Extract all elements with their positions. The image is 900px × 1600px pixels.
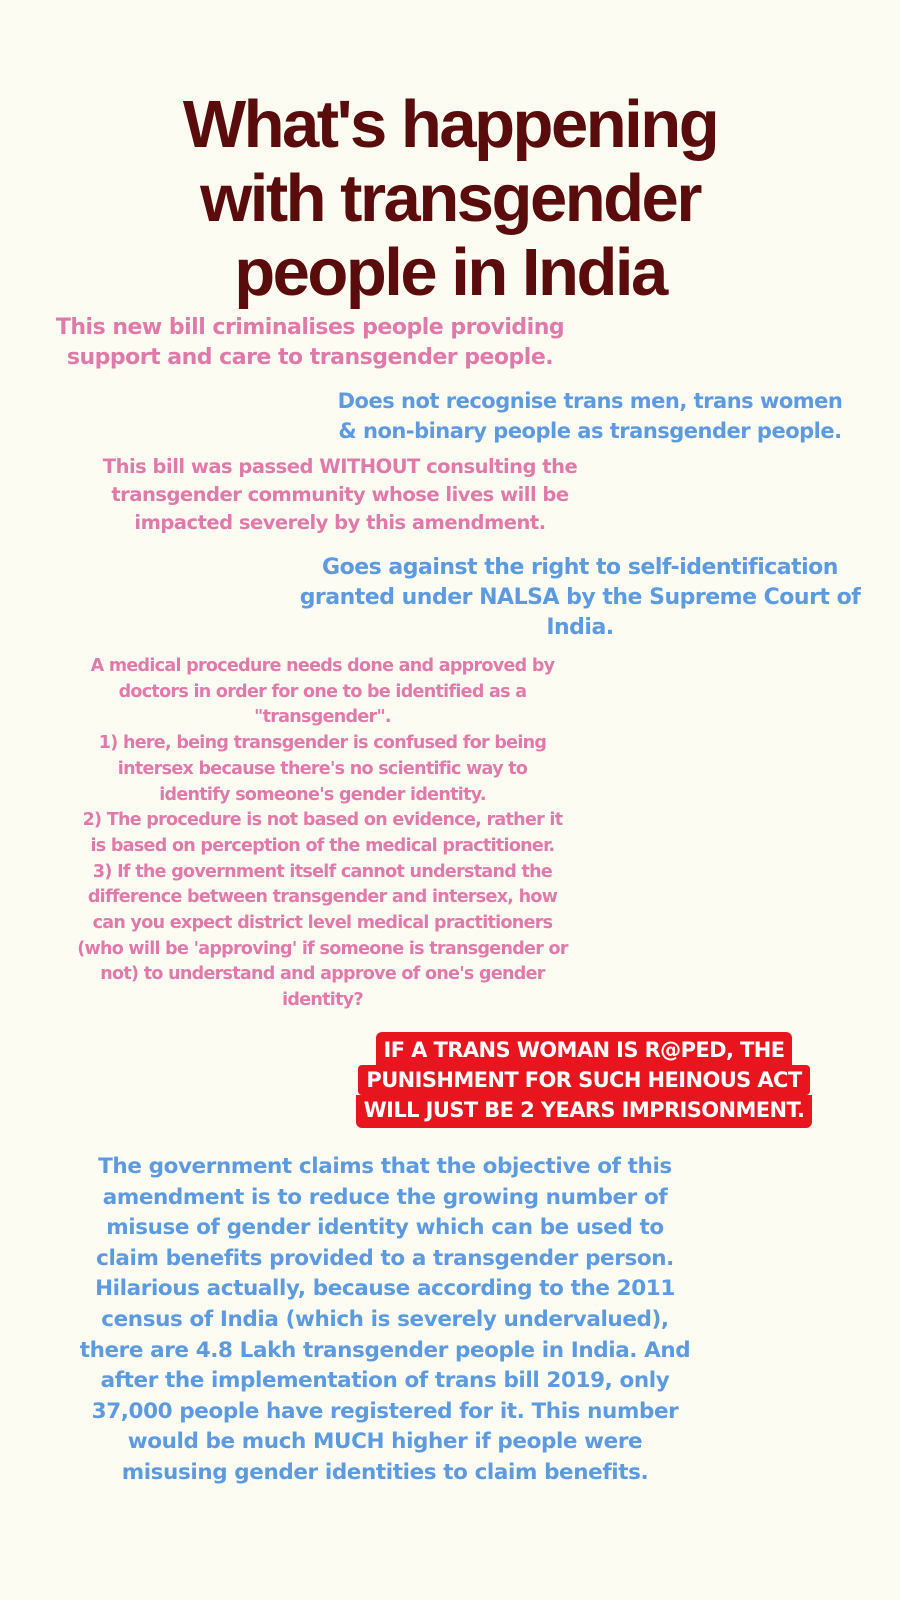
closing-line: Hilarious actually, because according to the 2011 bbox=[95, 1276, 675, 1302]
title-line: people in India bbox=[234, 235, 666, 310]
title-line: with transgender bbox=[200, 161, 700, 236]
closing-paragraph bbox=[60, 1152, 710, 1489]
closing-line: census of India (which is severely undervalued), bbox=[101, 1306, 669, 1332]
point-line: doctors in order for one to be identified as a bbox=[118, 681, 527, 702]
alert-line: PUNISHMENT FOR SUCH HEINOUS ACT bbox=[358, 1065, 809, 1095]
point-line: Does not recognise trans men, trans women bbox=[337, 389, 843, 413]
point-line: is based on perception of the medical practitioner. bbox=[90, 835, 555, 856]
alert-line: IF A TRANS WOMAN IS R@PED, THE bbox=[376, 1032, 793, 1065]
point-line: 1) here, being transgender is confused for being bbox=[98, 733, 547, 754]
point-line: not) to understand and approve of one's gender bbox=[100, 964, 545, 985]
alert-line: WILL JUST BE 2 YEARS IMPRISONMENT. bbox=[356, 1095, 813, 1128]
point-line: A medical procedure needs done and approved by bbox=[90, 656, 555, 676]
point-line: 2) The procedure is not based on evidence, rather it bbox=[82, 810, 563, 831]
point-line: Goes against the right to self-identification bbox=[322, 555, 838, 580]
closing-line: 37,000 people have registered for it. This number bbox=[91, 1398, 679, 1424]
closing-line: would be much MUCH higher if people were bbox=[127, 1429, 643, 1455]
point-line: difference between transgender and intersex, how bbox=[87, 887, 558, 908]
point-line: can you expect district level medical practitioners bbox=[92, 913, 553, 934]
point-line: & non-binary people as transgender people. bbox=[338, 419, 842, 443]
point-line: granted under NALSA by the Supreme Court of bbox=[299, 585, 861, 610]
closing-line: after the implementation of trans bill 2019, only bbox=[100, 1368, 670, 1394]
point-line: This bill was passed WITHOUT consulting the bbox=[102, 455, 578, 478]
point-self-identification bbox=[290, 553, 870, 643]
point-criminalises-support bbox=[40, 313, 580, 373]
closing-line: there are 4.8 Lakh transgender people in India. And bbox=[79, 1337, 691, 1363]
point-line: (who will be 'approving' if someone is transgender or bbox=[77, 938, 568, 959]
point-not-recognise bbox=[310, 386, 870, 446]
point-medical-procedure bbox=[40, 654, 605, 1014]
point-line: identify someone's gender identity. bbox=[159, 784, 486, 805]
point-line: identity? bbox=[282, 990, 363, 1011]
title-line: What's happening bbox=[182, 87, 718, 162]
point-no-consultation bbox=[60, 453, 620, 537]
point-line: transgender community whose lives will be bbox=[111, 483, 569, 506]
closing-line: amendment is to reduce the growing number of bbox=[102, 1184, 668, 1210]
closing-line: The government claims that the objective of this bbox=[98, 1154, 672, 1179]
point-line: "transgender". bbox=[254, 707, 391, 728]
closing-line: misuse of gender identity which can be used to bbox=[106, 1215, 664, 1241]
point-line: impacted severely by this amendment. bbox=[134, 511, 546, 534]
closing-line: misusing gender identities to claim benefits. bbox=[121, 1459, 649, 1485]
alert-banner bbox=[320, 1032, 848, 1128]
closing-line: claim benefits provided to a transgender person. bbox=[96, 1245, 674, 1271]
page-title bbox=[120, 88, 780, 310]
point-line: intersex because there's no scientific way to bbox=[117, 758, 528, 779]
point-line: support and care to transgender people. bbox=[66, 345, 554, 370]
point-line: This new bill criminalises people providing bbox=[55, 315, 565, 340]
point-line: 3) If the government itself cannot understand the bbox=[92, 861, 553, 882]
point-line: India. bbox=[546, 615, 614, 640]
